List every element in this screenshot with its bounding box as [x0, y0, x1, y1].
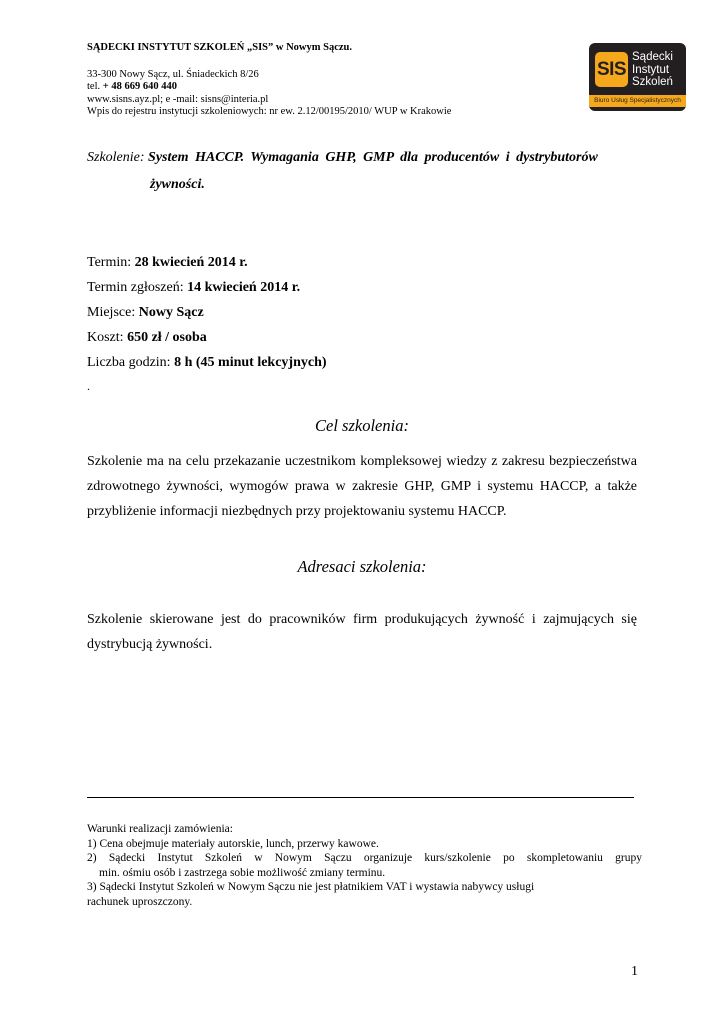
paragraph-line: dystrybucją żywności. — [87, 637, 213, 652]
paragraph-line: Szkolenie ma na celu przekazanie uczestnikom kompleksowej wiedzy z zakresu bezpieczeństwa — [87, 454, 637, 469]
audience-paragraph — [87, 607, 637, 657]
term-row — [87, 255, 248, 271]
registry-line: Wpis do rejestru instytucji szkoleniowych: nr ew. 2.12/00195/2010/ WUP w Krakowie — [87, 106, 452, 117]
place-value: Nowy Sącz — [138, 305, 204, 320]
condition-item-continuation: rachunek uproszczony. — [87, 895, 193, 908]
place-row — [87, 305, 204, 321]
training-label: Szkolenie: — [87, 150, 145, 165]
paragraph-line: Szkolenie skierowane jest do pracowników firm produkujących żywność i zajmujących się — [87, 612, 637, 627]
stray-dot: . — [87, 379, 90, 393]
page-number: 1 — [631, 964, 638, 979]
training-title-continuation: żywności. — [150, 177, 205, 192]
condition-item: 1) Cena obejmuje materiały autorskie, lunch, przerwy kawowe. — [87, 837, 379, 850]
hours-value: 8 h (45 minut lekcyjnych) — [174, 355, 327, 370]
training-title: System HACCP. Wymagania GHP, GMP dla producentów i dystrybutorów — [148, 150, 598, 165]
institution-name: SĄDECKI INSTYTUT SZKOLEŃ „SIS” w Nowym Sączu. — [87, 42, 352, 53]
phone-label: tel. — [87, 81, 103, 92]
logo-word: Szkoleń — [632, 76, 673, 88]
address-line: 33-300 Nowy Sącz, ul. Śniadeckich 8/26 — [87, 69, 259, 80]
paragraph-line: przybliżenie informacji niezbędnych przy projektowaniu systemu HACCP. — [87, 504, 507, 519]
logo-badge: SIS — [595, 52, 628, 87]
paragraph-line: zdrowotnego żywności, wymogów prawa w zakresie GHP, GMP i systemu HACCP, a także — [87, 479, 637, 494]
registration-row — [87, 280, 300, 296]
cost-value: 650 zł / osoba — [127, 330, 207, 345]
footer-divider — [87, 797, 634, 798]
hours-row — [87, 355, 327, 371]
goal-paragraph — [87, 449, 637, 524]
web-email-line: www.sisns.ayz.pl; e -mail: sisns@interia.pl — [87, 94, 269, 105]
audience-heading: Adresaci szkolenia: — [297, 557, 427, 576]
phone-number: + 48 669 640 440 — [102, 81, 177, 92]
conditions-title: Warunki realizacji zamówienia: — [87, 823, 233, 835]
training-title-row — [87, 150, 598, 166]
condition-item-continuation: min. ośmiu osób i zastrzega sobie możliwość zmiany terminu. — [99, 866, 386, 879]
conditions-block — [87, 822, 642, 909]
condition-item: 3) Sądecki Instytut Szkoleń w Nowym Sączu nie jest płatnikiem VAT i wystawia nabywcy usługi — [87, 881, 535, 893]
logo-tagline: Biuro Usług Specjalistycznych — [589, 95, 686, 107]
phone-line — [87, 81, 177, 92]
sis-logo — [589, 43, 686, 111]
term-label: Termin: — [87, 255, 135, 270]
logo-word: Sądecki — [632, 51, 673, 63]
registration-value: 14 kwiecień 2014 r. — [187, 280, 301, 295]
hours-label: Liczba godzin: — [87, 355, 175, 370]
logo-word: Instytut — [632, 63, 670, 76]
cost-label: Koszt: — [87, 330, 128, 345]
registration-label: Termin zgłoszeń: — [87, 280, 188, 295]
cost-row — [87, 330, 207, 346]
condition-item: 2) Sądecki Instytut Szkoleń w Nowym Sączu organizuje kurs/szkolenie po skompletowaniu grupy — [87, 852, 642, 864]
logo-wordmark — [632, 51, 673, 89]
goal-heading: Cel szkolenia: — [315, 416, 409, 435]
place-label: Miejsce: — [87, 305, 139, 320]
term-value: 28 kwiecień 2014 r. — [134, 255, 248, 270]
